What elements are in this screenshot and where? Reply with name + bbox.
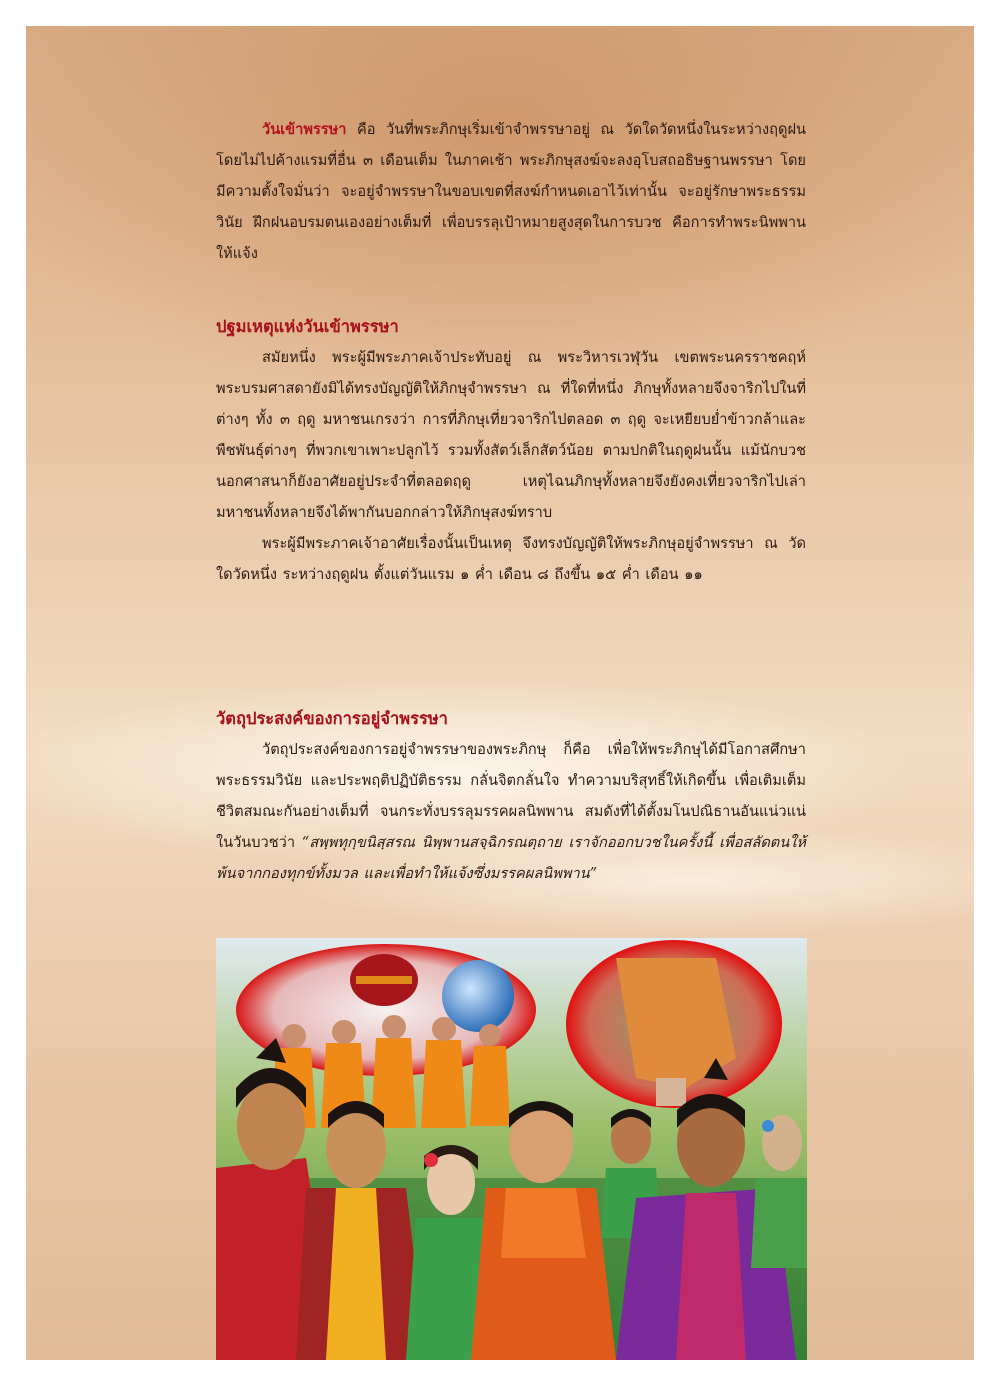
origin-paragraph-2: พระผู้มีพระภาคเจ้าอาศัยเรื่องนั้นเป็นเหตุ จึงทรงบัญญัติให้พระภิกษุอยู่จำพรรษา ณ วัดใดวัดหนึ่ง ระหว่างฤดูฝน ตั้งแต่วันแรม ๑ ค่ำ เดือน ๘ ถึงขึ้น ๑๕ ค่ำ เดือน ๑๑ (216, 535, 806, 583)
page (26, 26, 974, 1360)
origin-paragraph-1: สมัยหนึ่ง พระผู้มีพระภาคเจ้าประทับอยู่ ณ พระวิหารเวฬุวัน เขตพระนครราชคฤห์ พระบรมศาสดายังมิได้ทรงบัญญัติให้ภิกษุจำพรรษา ณ ที่ใดที่หนึ่ง ภิกษุทั้งหลายจึงจาริกไปในที่ต่างๆ ทั้ง ๓ ฤดู มหาชนเกรงว่า การที่ภิกษุเที่ยวจาริกไปตลอด ๓ ฤดู จะเหยียบย่ำข้าวกล้าและพืชพันธุ์ต่างๆ ที่พวกเขาเพาะปลูกไว้ รวมทั้งสัตว์เล็กสัตว์น้อย ตามปกติในฤดูฝนนั้น แม้นักบวชนอกศาสนาก็ยังอาศัยอยู่ประจำที่ตลอดฤดู เหตุไฉนภิกษุทั้งหลายจึงยังคงเที่ยวจาริกไปเล่า มหาชนทั้งหลายจึงได้พากันบอกกล่าวให้ภิกษุสงฆ์ทราบ (216, 349, 806, 521)
purpose-paragraph (216, 734, 806, 889)
origin-section-body (216, 342, 806, 590)
section-heading-origin: ปฐมเหตุแห่งวันเข้าพรรษา (216, 317, 399, 336)
intro-body: คือ วันที่พระภิกษุเริ่มเข้าจำพรรษาอยู่ ณ วัดใดวัดหนึ่งในระหว่างฤดูฝนโดยไม่ไปค้างแรมที่อื่น ๓ เดือนเต็ม ในภาคเช้า พระภิกษุสงฆ์จะลงอุโบสถอธิษฐานพรรษา โดยมีความตั้งใจมั่นว่า จะอยู่จำพรรษาในขอบเขตที่สงฆ์กำหนดเอาไว้เท่านั้น จะอยู่รักษาพระธรรมวินัย ฝึกฝนอบรมตนเองอย่างเต็มที่ เพื่อบรรลุเป้าหมายสูงสุดในการบวช คือการทำพระนิพพานให้แจ้ง (216, 121, 806, 262)
purpose-section-body (216, 734, 806, 889)
intro-term: วันเข้าพรรษา (262, 121, 347, 138)
purpose-quote: “สพฺพทุกฺขนิสฺสรณ นิพฺพานสจฺฉิกรณตฺถาย เราจักออกบวชในครั้งนี้ เพื่อสลัดตนให้พ้นจากกองทุกข์ทั้งมวล และเพื่อทำให้แจ้งซึ่งมรรคผลนิพพาน” (216, 834, 806, 882)
purpose-text: วัตถุประสงค์ของการอยู่จำพรรษาของพระภิกษุ ก็คือ เพื่อให้พระภิกษุได้มีโอกาสศึกษาพระธรรมวินัย และประพฤติปฏิบัติธรรม กลั่นจิตกลั่นใจ ทำความบริสุทธิ์ให้เกิดขึ้น เพื่อเติมเต็มชีวิตสมณะกันอย่างเต็มที่ จนกระทั่งบรรลุมรรคผลนิพพาน สมดังที่ได้ตั้งมโนปณิธานอันแน่วแน่ในวันบวชว่า (216, 741, 806, 851)
illustration-buddha-and-people (216, 938, 807, 1360)
intro-paragraph (216, 114, 806, 269)
intro-text (216, 114, 806, 269)
section-heading-purpose: วัตถุประสงค์ของการอยู่จำพรรษา (216, 709, 448, 728)
